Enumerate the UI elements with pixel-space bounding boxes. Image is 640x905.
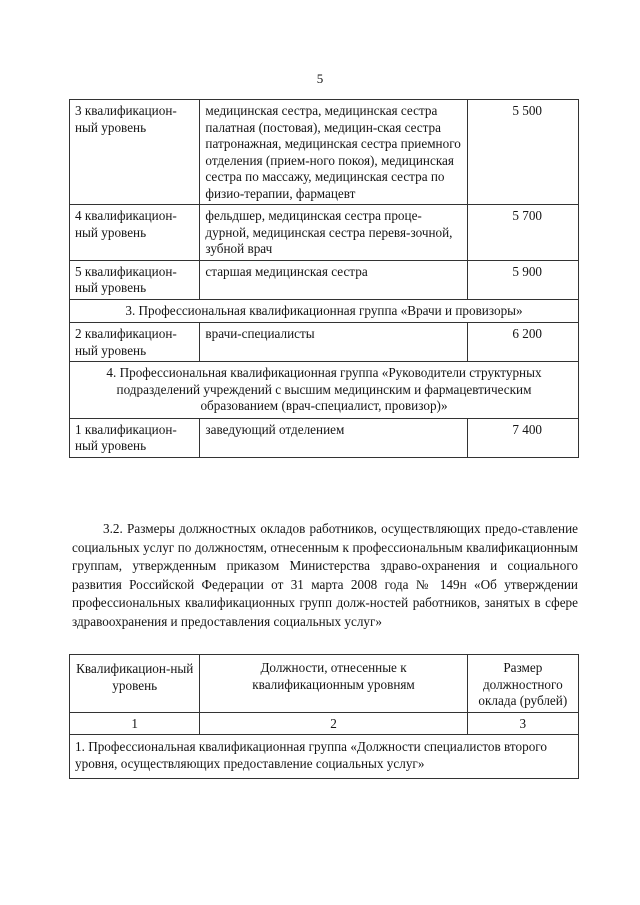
positions-cell: фельдшер, медицинская сестра проце-дурной, медицинская сестра перевя-зочной, зубной врач xyxy=(200,205,467,261)
table-row xyxy=(70,260,579,299)
group-header-row xyxy=(70,735,579,779)
positions-cell: заведующий отделением xyxy=(200,418,467,457)
qualification-level-cell: 1 квалификацион-ный уровень xyxy=(70,418,200,457)
table-row xyxy=(70,100,579,205)
positions-cell: медицинская сестра, медицинская сестра палатная (постовая), медицин-ская сестра патронажная, медицинская сестра приемного отделения (прием-ного покоя), медицинская сестра по массажу, медицинская сестра по физио-терапии, фармацевт xyxy=(200,100,467,205)
table-row xyxy=(70,418,579,457)
salary-cell: 5 700 xyxy=(467,205,578,261)
group-1-heading: 1. Профессиональная квалификационная группа «Должности специалистов второго уровня, осуществляющих предоставление социальных услуг» xyxy=(70,735,579,779)
group-3-heading: 3. Профессиональная квалификационная группа «Врачи и провизоры» xyxy=(70,299,579,323)
qualification-level-cell: 2 квалификацион-ный уровень xyxy=(70,323,200,362)
salary-cell: 5 500 xyxy=(467,100,578,205)
qualification-level-cell: 4 квалификацион-ный уровень xyxy=(70,205,200,261)
group-4-heading: 4. Профессиональная квалификационная группа «Руководители структурных подразделений учреждений с высшим медицинским и фармацевтическим образованием (врач-специалист, провизор)» xyxy=(70,362,579,419)
qualification-level-cell: 5 квалификацион-ный уровень xyxy=(70,260,200,299)
salary-table-continued xyxy=(69,99,579,458)
column-number: 2 xyxy=(200,712,467,735)
salary-cell: 7 400 xyxy=(467,418,578,457)
table-row xyxy=(70,323,579,362)
section-3-2-paragraph: 3.2. Размеры должностных окладов работников, осуществляющих предо-ставление социальных услуг по должностям, отнесенным к профессиональным квалификационным группам, утвержденным приказом Министерства здраво-охранения и социального развития Российской Федерации от 31 марта 2008 года № 149н «Об утверждении профессиональных квалификационных групп долж-ностей работников, занятых в сфере здравоохранения и предоставления социальных услуг» xyxy=(72,521,578,629)
column-number: 3 xyxy=(467,712,578,735)
table-row xyxy=(70,205,579,261)
salary-table-3-2 xyxy=(69,654,579,779)
column-number: 1 xyxy=(70,712,200,735)
qualification-level-cell: 3 квалификацион-ный уровень xyxy=(70,100,200,205)
positions-cell: врачи-специалисты xyxy=(200,323,467,362)
group-header-row xyxy=(70,362,579,419)
salary-cell: 5 900 xyxy=(467,260,578,299)
positions-cell: старшая медицинская сестра xyxy=(200,260,467,299)
column-number-row xyxy=(70,712,579,735)
page-number: 5 xyxy=(316,71,324,86)
salary-cell: 6 200 xyxy=(467,323,578,362)
group-header-row xyxy=(70,299,579,323)
header-qualification-level: Квалификацион-ный уровень xyxy=(70,655,200,713)
header-row xyxy=(70,655,579,713)
header-positions: Должности, отнесенные к квалификационным уровням xyxy=(200,655,467,713)
header-salary: Размер должностного оклада (рублей) xyxy=(467,655,578,713)
